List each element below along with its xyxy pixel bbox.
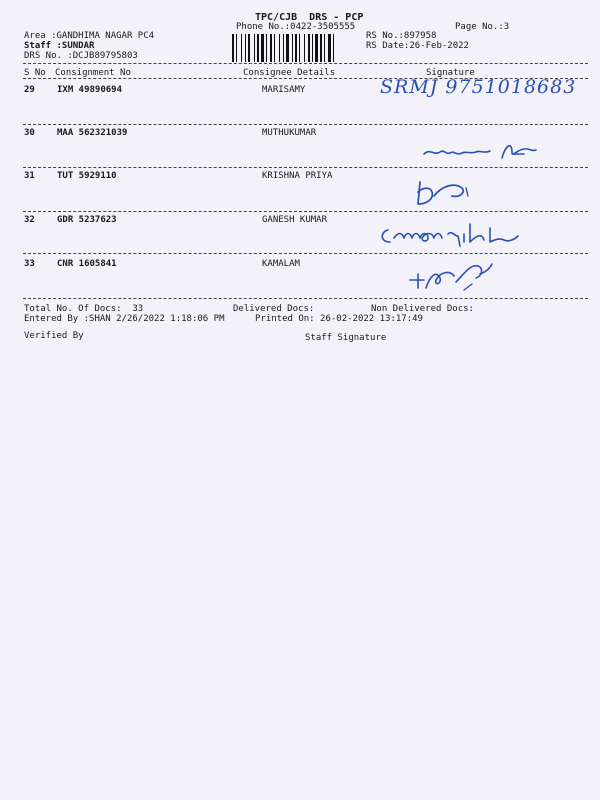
delivered-docs: Delivered Docs:: [233, 304, 315, 314]
row-consignee: MARISAMY: [262, 85, 306, 95]
row-consignment: TUT 5929110: [57, 171, 117, 181]
signature-icon: [404, 178, 484, 208]
row-sno: 31: [24, 171, 35, 181]
rs-number: RS No.:897958: [366, 31, 437, 41]
divider: [23, 211, 588, 212]
column-header-signature: Signature: [426, 68, 475, 78]
drs-number: DRS No. :DCJB89795803: [24, 51, 138, 61]
row-consignment: CNR 1605841: [57, 259, 117, 269]
row-sno: 33: [24, 259, 35, 269]
row-consignee: MUTHUKUMAR: [262, 128, 317, 138]
barcode-icon: [232, 34, 354, 62]
row-consignee: GANESH KUMAR: [262, 215, 328, 225]
column-header-consignee: Consignee Details: [243, 68, 336, 78]
area-field: Area :GANDHIMA NAGAR PC4: [24, 31, 155, 41]
row-sno: 30: [24, 128, 35, 138]
row-consignment: GDR 5237623: [57, 215, 117, 225]
document-title: TPC/CJB DRS - PCP: [255, 12, 364, 23]
staff-field: Staff :SUNDAR: [24, 41, 95, 51]
divider: [23, 167, 588, 168]
printed-on: Printed On: 26-02-2022 13:17:49: [255, 314, 423, 324]
row-consignment: IXM 49890694: [57, 85, 123, 95]
row-sno: 29: [24, 85, 35, 95]
row-sno: 32: [24, 215, 35, 225]
row-consignment: MAA 562321039: [57, 128, 128, 138]
entered-by: Entered By :SHAN 2/26/2022 1:18:06 PM: [24, 314, 225, 324]
total-docs: Total No. Of Docs: 33: [24, 304, 144, 314]
phone-number: Phone No.:0422-3505555: [236, 22, 356, 32]
row-signature-text: SRMJ 9751018683: [380, 76, 577, 98]
divider: [23, 63, 588, 64]
divider: [23, 298, 588, 299]
divider: [23, 253, 588, 254]
signature-icon: [406, 258, 496, 294]
row-consignee: KRISHNA PRIYA: [262, 171, 333, 181]
divider: [23, 124, 588, 125]
page-number: Page No.:3: [455, 22, 510, 32]
column-header-sno: S No: [24, 68, 46, 78]
row-consignee: KAMALAM: [262, 259, 300, 269]
rs-date: RS Date:26-Feb-2022: [366, 41, 469, 51]
staff-signature-label: Staff Signature: [305, 333, 387, 343]
non-delivered-docs: Non Delivered Docs:: [371, 304, 474, 314]
verified-by: Verified By: [24, 331, 84, 341]
signature-icon: [420, 138, 540, 164]
signature-icon: [378, 220, 526, 250]
column-header-consignment: Consignment No: [55, 68, 131, 78]
